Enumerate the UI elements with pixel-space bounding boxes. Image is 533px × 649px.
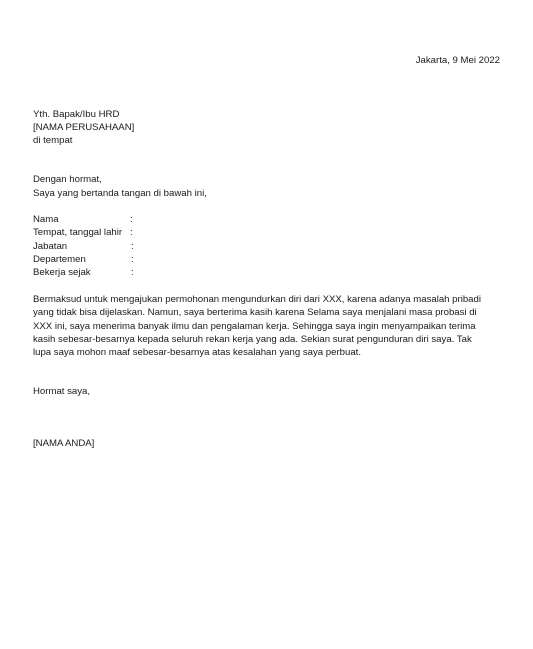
paragraph-line: lupa saya mohon maaf sebesar-besarnya atas kesalahan yang saya perbuat. — [33, 347, 361, 359]
signature-name: [NAMA ANDA] — [33, 438, 95, 449]
letter-date: Jakarta, 9 Mei 2022 — [415, 55, 500, 66]
closing: Hormat saya, — [33, 386, 91, 397]
recipient-line-1: Yth. Bapak/Ibu HRD — [33, 109, 120, 120]
field-colon: : — [131, 240, 134, 252]
field-colon: : — [131, 253, 134, 265]
body-paragraph — [33, 293, 503, 359]
field-label: Jabatan — [33, 240, 68, 252]
paragraph-line: kasih sebesar-besarnya kepada seluruh rekan kerja yang ada. Sekian surat pengunduran diri saya. Tak — [33, 333, 472, 345]
field-label: Nama — [33, 214, 59, 225]
paragraph-line: XXX ini, saya menerima banyak ilmu dan pengalaman kerja. Sehingga saya ingin menyampaikan terima — [33, 320, 476, 332]
greeting: Dengan hormat, — [33, 174, 102, 185]
paragraph-line: Bermaksud untuk mengajukan permohonan mengundurkan diri dari XXX, karena adanya masalah pribadi — [33, 294, 481, 305]
recipient-location: di tempat — [33, 135, 73, 146]
field-label: Bekerja sejak — [33, 267, 91, 279]
field-label: Tempat, tanggal lahir — [33, 227, 123, 239]
recipient-company: [NAMA PERUSAHAAN] — [33, 122, 135, 133]
field-colon: : — [130, 227, 133, 239]
intro-text: Saya yang bertanda tangan di bawah ini, — [33, 188, 207, 199]
paragraph-line: yang tidak bisa dijelaskan. Namun, saya berterima kasih karena Selama saya menjalani masa probasi di — [33, 307, 477, 319]
field-colon: : — [131, 267, 134, 279]
field-label: Departemen — [33, 253, 86, 265]
field-colon: : — [130, 214, 133, 225]
